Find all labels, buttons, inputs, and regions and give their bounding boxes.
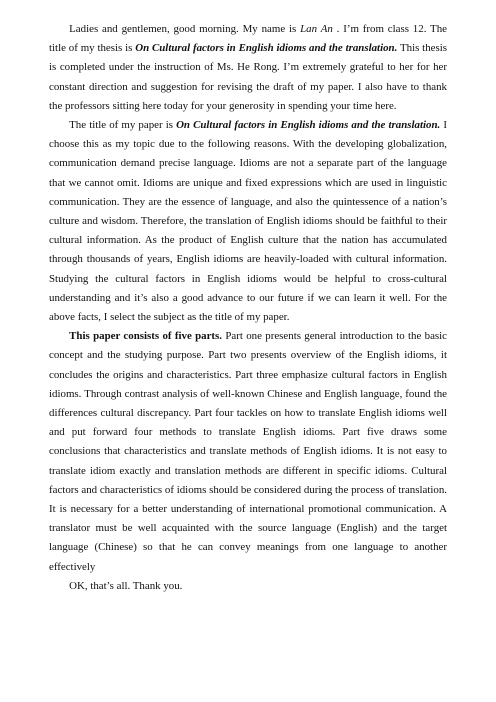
- text-run: This thesis is completed under the instruction of Ms. He Rong. I’m extremely grateful to her for her constant direction and suggestion for revising the draft of my paper. I also have to thank the professors sitting here today for your generosity in spending your time here.: [49, 42, 447, 112]
- text-run: Part one presents general introduction to the basic concept and the studying purpose. Part two presents overview of the English idioms, it concludes the origins and characteristics. Part three emphasize cultural factors in English idioms. Through contrast analysis of well-known Chinese and English language, found the differences cultural discrepancy. Part four tackles on how to translate English idioms well and put forward four methods to translate English idioms. Part five draws some conclusions that characteristics and translate methods of English idioms. It is not easy to translate idiom exactly and translation methods are different in specific idioms. Cultural factors and characteristics of idioms should be considered during the process of translation. It is necessary for a better understanding of international promotional communication. A translator must be well acquainted with the source language (English) and the target language (Chinese) so that he can convey meanings from one language to another effectively: [49, 330, 448, 573]
- speaker-name: Lan An: [300, 23, 333, 35]
- text-run: . I’m from class 12. The title of my thesis is: [49, 23, 447, 55]
- text-run: Ladies and gentlemen, good morning. My name is: [69, 23, 301, 35]
- reasons-paragraph: [49, 116, 447, 327]
- speech-text: [49, 20, 447, 596]
- structure-paragraph: [49, 327, 447, 577]
- intro-paragraph: [49, 20, 447, 116]
- closing-paragraph: [49, 577, 447, 596]
- thesis-title: On Cultural factors in English idioms and the translation.: [135, 42, 398, 55]
- text-run: I choose this as my topic due to the following reasons. With the developing globalization, communication demand precise language. Idioms are not a separate part of the language that we cannot omit. Idioms are unique and fixed expressions which are used in linguistic communication. They are the essence of language, and also the quintessence of a nation’s culture and wisdom. Therefore, the translation of English idioms should be faithful to their cultural information. As the product of English culture that the nation has accumulated through thousands of years, English idioms are heavily-loaded with cultural information. Studying the cultural factors in English idioms would be helpful to cross-cultural understanding and it’s also a good advance to our future if we can learn it well. For the above facts, I select the subject as the title of my paper.: [49, 119, 447, 324]
- thesis-title: On Cultural factors in English idioms and the translation.: [176, 119, 441, 132]
- text-run: The title of my paper is: [69, 119, 177, 132]
- structure-lead: This paper consists of five parts.: [69, 330, 223, 343]
- text-run: OK, that’s all. Thank you.: [69, 579, 183, 592]
